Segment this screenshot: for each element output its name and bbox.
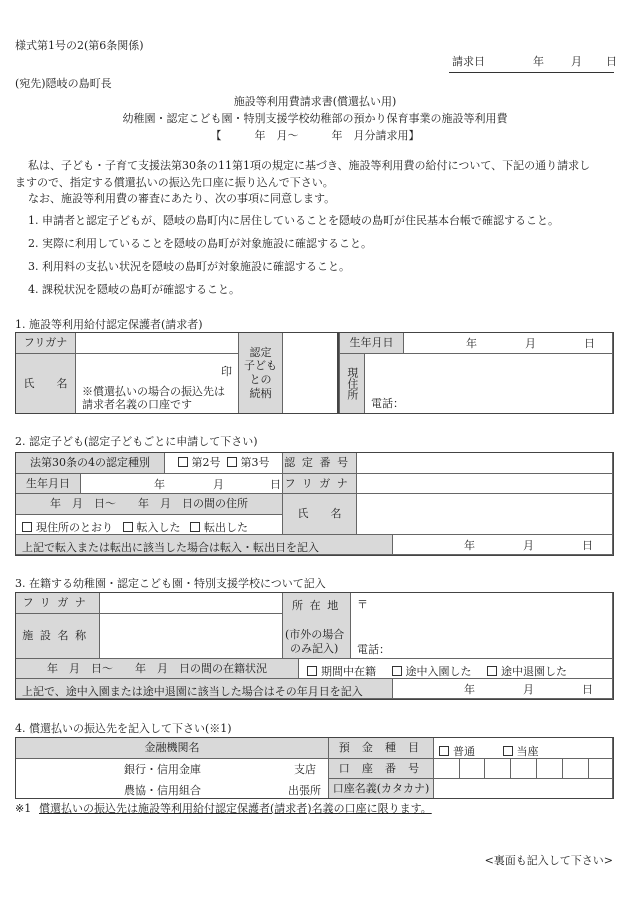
relationship-label-text: 子ども [244, 359, 277, 373]
request-year[interactable]: 年 [533, 55, 544, 68]
cert-no3-checkbox[interactable] [227, 456, 270, 470]
day-label: 日 [582, 683, 593, 696]
current-address-label: 現住所のとおり [36, 521, 113, 534]
enrolled-label: 期間中在籍 [321, 665, 376, 678]
moved-in-checkbox[interactable] [123, 521, 181, 534]
account-name-field[interactable] [433, 778, 613, 799]
cert-no2-checkbox[interactable] [178, 456, 221, 470]
enrolled-checkbox[interactable] [307, 665, 376, 678]
ordinary-checkbox[interactable] [439, 745, 475, 758]
location-label [282, 592, 351, 659]
facility-address-field[interactable] [350, 592, 613, 659]
account-digit-box[interactable] [536, 758, 563, 779]
enrollment-options [298, 658, 613, 679]
current-address-checkbox[interactable] [22, 521, 113, 534]
current-account-label: 当座 [516, 745, 539, 758]
month-label: 月 [523, 539, 534, 552]
joined-label: 途中入園した [405, 665, 472, 678]
relationship-label [238, 332, 283, 414]
account-digit-box[interactable] [510, 758, 537, 779]
residence-options [15, 514, 283, 535]
account-digit-box[interactable] [588, 758, 613, 779]
period-address-label: 年 月 日～ 年 月 日の間の住所 [15, 493, 283, 515]
relationship-label-text: との [249, 373, 272, 386]
form-number: 様式第1号の2(第6条関係) [15, 39, 144, 52]
guardian-name-note: ※償還払いの場合の振込先は [82, 385, 225, 398]
form-title: 施設等利用費請求書(償還払い用) [233, 95, 397, 108]
name-label: 氏 名 [15, 353, 76, 414]
left-checkbox[interactable] [487, 665, 567, 678]
child-name-field[interactable] [356, 493, 613, 535]
account-number-label: 口座番号 [328, 758, 434, 779]
facility-name-label: 施設名称 [15, 613, 100, 659]
agreement-item: 3. 利用料の支払い状況を隠岐の島町が対象施設に確認すること。 [28, 260, 350, 273]
intro-line-3: なお、施設等利用費の審査にあたり、次の事項に同意します。 [28, 192, 336, 205]
section1-heading: 1. 施設等利用給付認定保護者(請求者) [15, 318, 203, 331]
ordinary-label: 普通 [453, 745, 475, 758]
agreement-item: 1. 申請者と認定子どもが、隠岐の島町内に居住していることを隠岐の島町が住民基本台帳で確認すること。 [28, 214, 559, 227]
agreement-item: 2. 実際に利用していることを隠岐の島町が対象施設に確認すること。 [28, 237, 372, 250]
cert-type-label: 法第30条の4の認定種別 [15, 452, 165, 474]
moved-in-label: 転入した [136, 521, 181, 534]
facility-name-field[interactable] [99, 613, 283, 659]
agreement-item: 4. 課税状況を隠岐の島町が確認すること。 [28, 283, 240, 296]
coop-label: 農協・信用組合 [124, 784, 201, 797]
left-label: 途中退園した [501, 665, 567, 678]
institution-field[interactable] [15, 758, 329, 799]
deposit-type-options [433, 737, 613, 759]
phone-label: 電話： [371, 397, 404, 410]
enrollment-status-label: 年 月 日～ 年 月 日の間の在籍状況 [15, 658, 299, 679]
child-name-label: 氏 名 [282, 493, 357, 535]
relationship-label-text: 認定 [249, 345, 272, 359]
deposit-type-label: 預金種目 [328, 737, 434, 759]
cert-type-options [164, 452, 283, 474]
child-birthdate-field[interactable] [80, 473, 283, 494]
day-label: 日 [584, 337, 595, 350]
current-account-checkbox[interactable] [503, 745, 539, 758]
request-month[interactable]: 月 [571, 55, 582, 68]
request-date-label: 請求日 [452, 55, 485, 68]
phone-label: 電話： [357, 643, 390, 656]
relationship-field[interactable] [282, 332, 338, 414]
month-label: 月 [523, 683, 534, 696]
furigana-label: フリガナ [15, 332, 76, 354]
relationship-label-text: 続柄 [249, 386, 272, 400]
form-subtitle: 幼稚園・認定こども園・特別支援学校幼稚部の預かり保育事業の施設等利用費 [122, 112, 508, 125]
guardian-name-note: 請求者名義の口座です [82, 398, 192, 411]
account-digit-box[interactable] [433, 758, 460, 779]
footnote: 償還払いの振込先は施設等利用給付認定保護者(請求者)名義の口座に限ります。 [39, 802, 432, 815]
joined-checkbox[interactable] [392, 665, 472, 678]
child-furigana-field[interactable] [356, 473, 613, 494]
year-label: 年 [466, 337, 477, 350]
cert-no3-label: 第3号 [240, 456, 270, 470]
child-furigana-label: フリガナ [282, 473, 357, 494]
year-label: 年 [464, 683, 475, 696]
cert-number-label: 認定番号 [282, 452, 357, 474]
request-day[interactable]: 日 [606, 55, 617, 68]
facility-furigana-field[interactable] [99, 592, 283, 614]
guardian-furigana-field[interactable] [75, 332, 239, 354]
branch-label: 支店 [294, 763, 316, 776]
moved-out-checkbox[interactable] [190, 521, 248, 534]
child-birthdate-label: 生年月日 [15, 473, 81, 494]
cert-no2-label: 第2号 [191, 456, 221, 470]
bank-label: 銀行・信用金庫 [124, 763, 201, 776]
month-label: 月 [213, 478, 224, 491]
account-digit-box[interactable] [484, 758, 511, 779]
facility-furigana-label: フリガナ [15, 592, 100, 614]
month-label: 月 [525, 337, 536, 350]
cert-number-field[interactable] [356, 452, 613, 474]
continue-note: <裏面も記入して下さい> [484, 854, 613, 867]
section4-heading: 4. 償還払いの振込先を記入して下さい(※1) [15, 722, 232, 735]
guardian-name-field[interactable] [75, 353, 239, 414]
day-label: 日 [582, 539, 593, 552]
year-label: 年 [154, 478, 165, 491]
location-note: (市外の場合 [285, 628, 345, 641]
account-name-label: 口座名義(カタカナ) [328, 778, 434, 799]
location-note: のみ記入) [290, 642, 339, 655]
location-label-text: 所在地 [292, 599, 345, 612]
guardian-address-field[interactable] [364, 353, 613, 414]
enrollment-date-field[interactable] [392, 678, 613, 699]
move-date-label: 上記で転入または転出に該当した場合は転入・転出日を記入 [15, 534, 393, 555]
seal-mark: 印 [221, 365, 232, 378]
intro-line-1: 私は、子ども・子育て支援法第30条の11第1項の規定に基づき、施設等利用費の給付について、下記の通り請求し [28, 159, 591, 172]
intro-line-2: ますので、指定する償還払いの振込先口座に振り込んで下さい。 [15, 176, 334, 189]
billing-period: 【 年 月～ 年 月分請求用】 [210, 129, 420, 142]
address-label: 現住所 [339, 353, 365, 414]
sub-branch-label: 出張所 [288, 784, 321, 797]
request-date-underline [449, 72, 614, 73]
account-digit-box[interactable] [562, 758, 589, 779]
section2-heading: 2. 認定子ども(認定子どもごとに申請して下さい) [15, 435, 258, 448]
birthdate-label: 生年月日 [339, 332, 404, 354]
moved-out-label: 転出した [204, 521, 248, 534]
postal-mark: 〒 [357, 598, 368, 611]
move-date-field[interactable] [392, 534, 613, 555]
enrollment-date-label: 上記で、途中入園または途中退園に該当した場合はその年月日を記入 [15, 678, 393, 699]
addressee: (宛先)隠岐の島町長 [15, 77, 112, 90]
day-label: 日 [270, 478, 281, 491]
year-label: 年 [464, 539, 475, 552]
guardian-birthdate-field[interactable] [403, 332, 613, 354]
section3-heading: 3. 在籍する幼稚園・認定こども園・特別支援学校について記入 [15, 577, 326, 590]
institution-label: 金融機関名 [15, 737, 329, 759]
account-digit-box[interactable] [459, 758, 485, 779]
footnote-mark: ※1 [15, 802, 32, 815]
